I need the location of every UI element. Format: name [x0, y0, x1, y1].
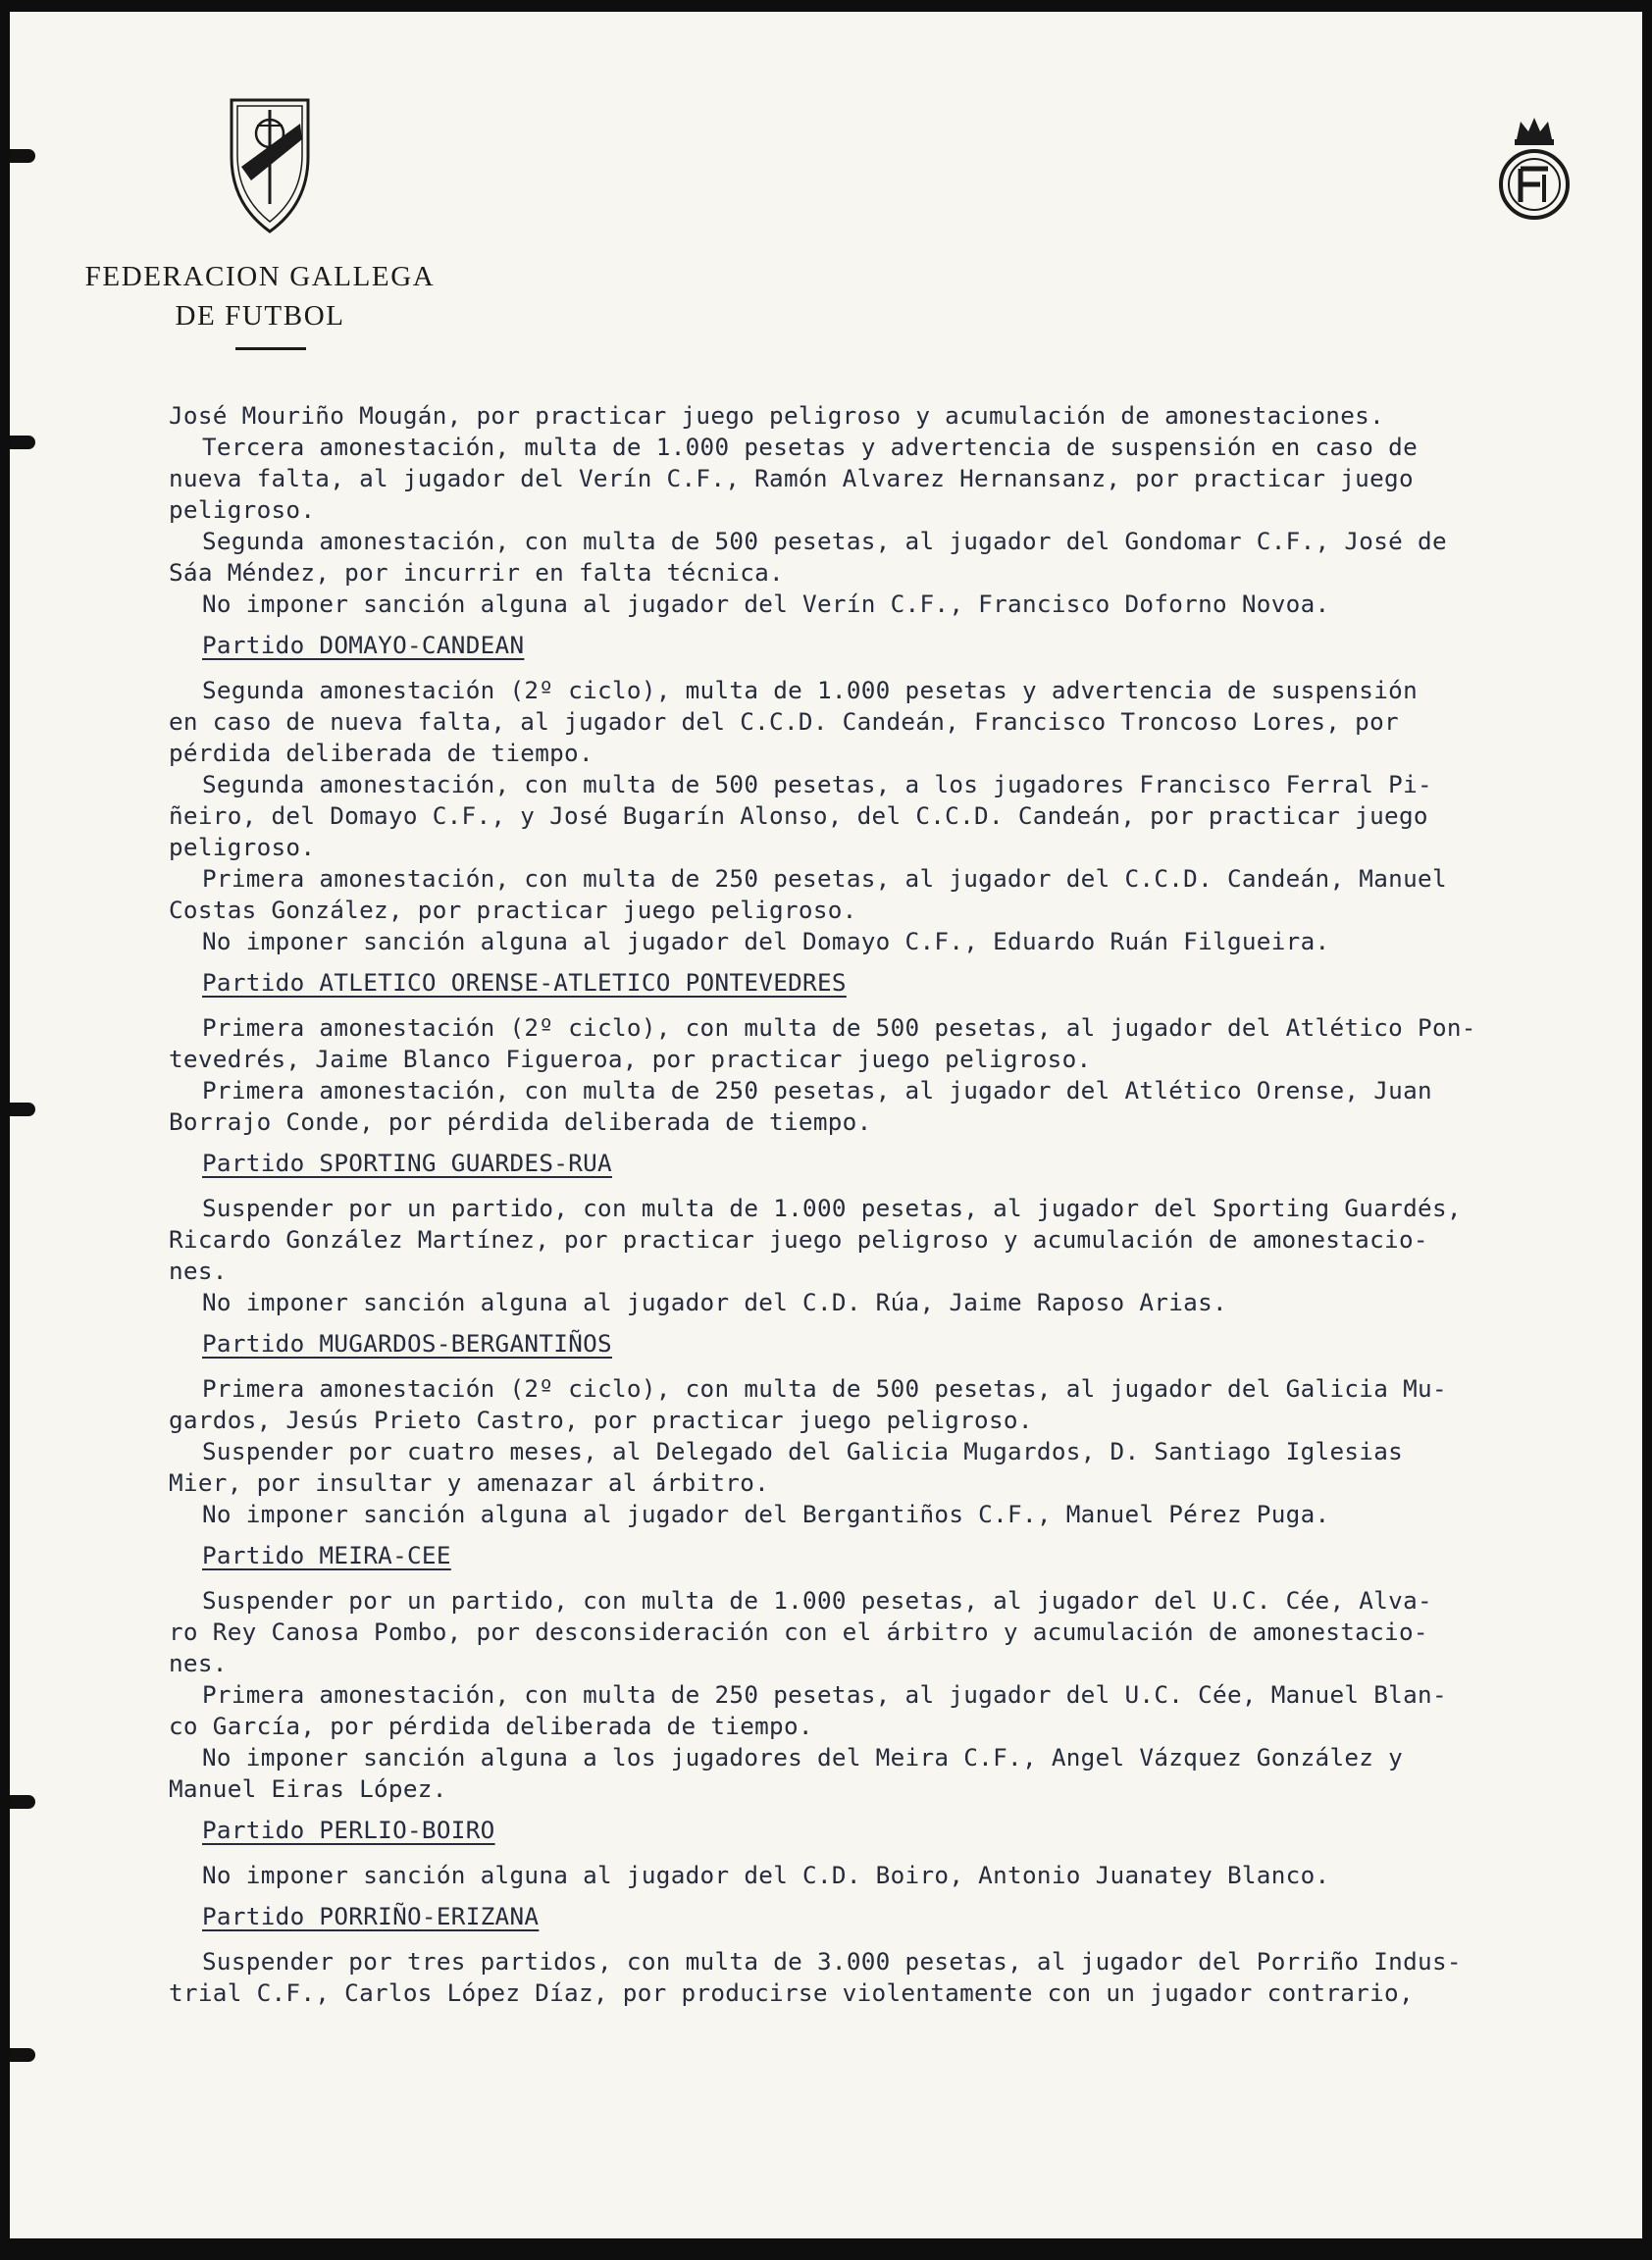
- organization-name-line2: DE FUTBOL: [175, 300, 345, 332]
- punch-hole: [10, 1795, 35, 1809]
- text-line: en caso de nueva falta, al jugador del C.C.D. Candeán, Francisco Troncoso Lores, por: [169, 707, 1399, 736]
- text-line: nes.: [169, 1257, 228, 1285]
- section-heading: [169, 630, 1591, 661]
- section-heading-text: Partido PERLIO-BOIRO: [202, 1816, 495, 1844]
- document-body: [169, 400, 1591, 2009]
- text-line: tevedrés, Jaime Blanco Figueroa, por practicar juego peligroso.: [169, 1045, 1092, 1073]
- text-line: No imponer sanción alguna al jugador del Domayo C.F., Eduardo Ruán Filgueira.: [202, 927, 1330, 955]
- organization-name: [69, 257, 451, 335]
- text-line: trial C.F., Carlos López Díaz, por producirse violentamente con un jugador contrario,: [169, 1978, 1414, 2007]
- text-line: nueva falta, al jugador del Verín C.F., Ramón Alvarez Hernansanz, por practicar juego: [169, 464, 1414, 492]
- text-line: co García, por pérdida deliberada de tiempo.: [169, 1712, 813, 1740]
- text-line: Manuel Eiras López.: [169, 1774, 447, 1803]
- text-line: nes.: [169, 1649, 228, 1677]
- section-heading: [169, 1540, 1591, 1571]
- text-line: Suspender por un partido, con multa de 1.000 pesetas, al jugador del U.C. Cée, Alva-: [202, 1586, 1432, 1615]
- section-heading-text: Partido MEIRA-CEE: [202, 1541, 451, 1569]
- section-heading: [169, 967, 1591, 999]
- text-line: Tercera amonestación, multa de 1.000 pesetas y advertencia de suspensión en caso de: [202, 433, 1419, 461]
- text-line: Borrajo Conde, por pérdida deliberada de tiempo.: [169, 1107, 872, 1136]
- section-heading-text: Partido ATLETICO ORENSE-ATLETICO PONTEVEDRES: [202, 968, 847, 997]
- header-rule: [235, 347, 306, 350]
- text-line: Primera amonestación (2º ciclo), con multa de 500 pesetas, al jugador del Atlético Pon-: [202, 1013, 1476, 1042]
- text-line: Primera amonestación, con multa de 250 pesetas, al jugador del C.C.D. Candeán, Manuel: [202, 864, 1447, 893]
- text-line: Ricardo González Martínez, por practicar juego peligroso y acumulación de amonestacio-: [169, 1225, 1428, 1254]
- section-heading: [169, 1901, 1591, 1932]
- section-heading-text: Partido SPORTING GUARDES-RUA: [202, 1149, 612, 1177]
- punch-hole: [10, 436, 35, 449]
- text-line: No imponer sanción alguna al jugador del C.D. Rúa, Jaime Raposo Arias.: [202, 1288, 1227, 1316]
- text-line: pérdida deliberada de tiempo.: [169, 739, 594, 767]
- section-heading-text: Partido DOMAYO-CANDEAN: [202, 631, 525, 659]
- punch-hole: [10, 1103, 35, 1116]
- text-line: Primera amonestación, con multa de 250 pesetas, al jugador del U.C. Cée, Manuel Blan-: [202, 1680, 1447, 1709]
- text-line: Segunda amonestación (2º ciclo), multa de 1.000 pesetas y advertencia de suspensión: [202, 676, 1419, 704]
- text-line: Suspender por un partido, con multa de 1.000 pesetas, al jugador del Sporting Guardés,: [202, 1194, 1462, 1222]
- text-line: Suspender por cuatro meses, al Delegado del Galicia Mugardos, D. Santiago Iglesias: [202, 1437, 1404, 1465]
- text-line: gardos, Jesús Prieto Castro, por practicar juego peligroso.: [169, 1406, 1033, 1434]
- organization-name-line1: FEDERACION GALLEGA: [84, 261, 436, 292]
- section-heading-text: Partido MUGARDOS-BERGANTIÑOS: [202, 1329, 612, 1358]
- text-line: Segunda amonestación, con multa de 500 pesetas, al jugador del Gondomar C.F., José de: [202, 527, 1447, 555]
- text-line: No imponer sanción alguna al jugador del Bergantiños C.F., Manuel Pérez Puga.: [202, 1500, 1330, 1528]
- section-heading-text: Partido PORRIÑO-ERIZANA: [202, 1902, 540, 1930]
- text-line: Suspender por tres partidos, con multa de 3.000 pesetas, al jugador del Porriño Indus-: [202, 1947, 1462, 1976]
- shield-crest-icon: [228, 96, 312, 235]
- text-line: Segunda amonestación, con multa de 500 pesetas, a los jugadores Francisco Ferral Pi-: [202, 770, 1432, 798]
- text-line: Primera amonestación, con multa de 250 pesetas, al jugador del Atlético Orense, Juan: [202, 1076, 1432, 1104]
- text-line: ñeiro, del Domayo C.F., y José Bugarín Alonso, del C.C.D. Candeán, por practicar juego: [169, 801, 1428, 830]
- text-line: peligroso.: [169, 833, 316, 861]
- text-line: ro Rey Canosa Pombo, por desconsideración con el árbitro y acumulación de amonestacio-: [169, 1618, 1428, 1646]
- text-line: Mier, por insultar y amenazar al árbitro.: [169, 1468, 770, 1497]
- text-line: No imponer sanción alguna al jugador del C.D. Boiro, Antonio Juanatey Blanco.: [202, 1861, 1330, 1889]
- text-line: José Mouriño Mougán, por practicar juego peligroso y acumulación de amonestaciones.: [169, 401, 1385, 430]
- text-line: No imponer sanción alguna a los jugadores del Meira C.F., Angel Vázquez González y: [202, 1743, 1404, 1772]
- text-line: Sáa Méndez, por incurrir en falta técnica.: [169, 558, 784, 587]
- punch-hole: [10, 2048, 35, 2062]
- section-heading: [169, 1815, 1591, 1846]
- text-line: Costas González, por practicar juego peligroso.: [169, 896, 857, 924]
- punch-hole: [10, 149, 35, 163]
- crowned-emblem-icon: [1493, 112, 1575, 224]
- text-line: No imponer sanción alguna al jugador del Verín C.F., Francisco Doforno Novoa.: [202, 590, 1330, 618]
- section-heading: [169, 1328, 1591, 1360]
- text-line: Primera amonestación (2º ciclo), con multa de 500 pesetas, al jugador del Galicia Mu-: [202, 1374, 1447, 1403]
- section-heading: [169, 1148, 1591, 1179]
- text-line: peligroso.: [169, 495, 316, 524]
